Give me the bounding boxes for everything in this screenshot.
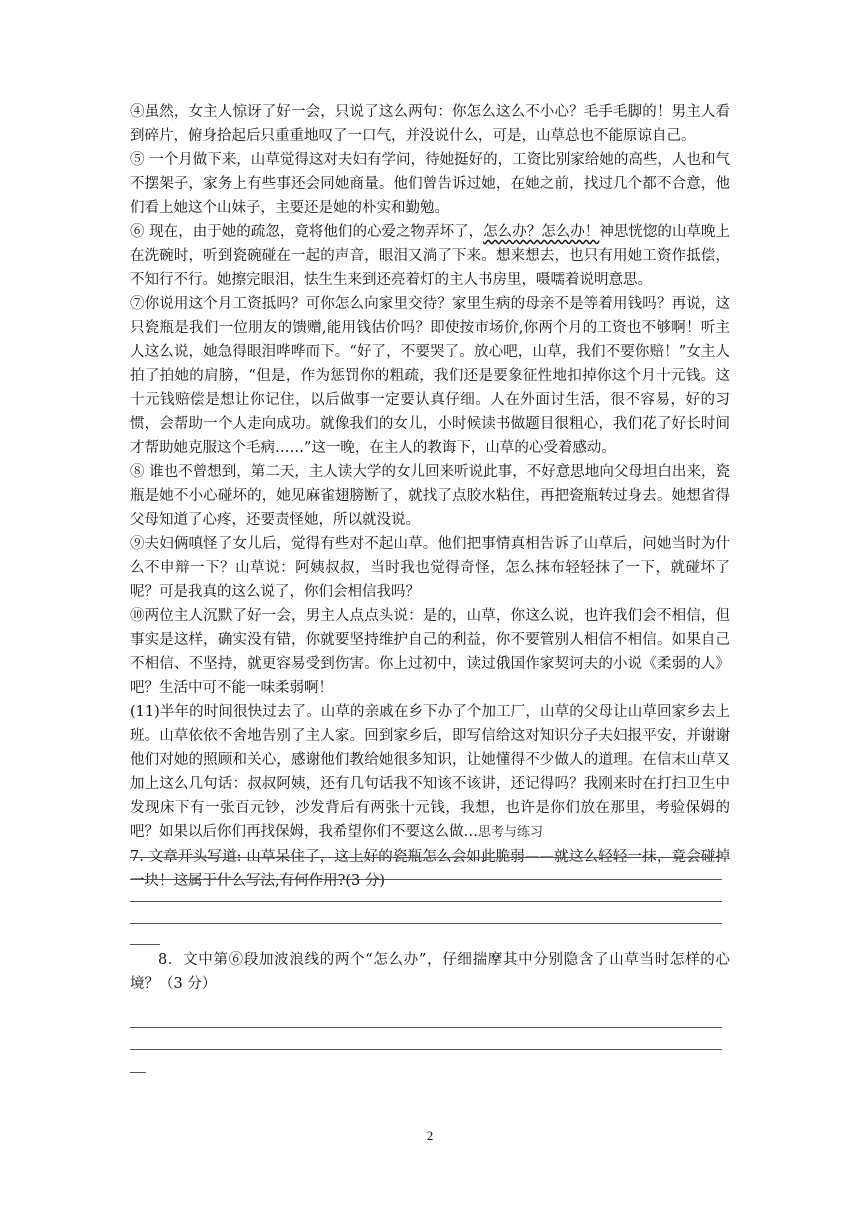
question-8: 8．文中第⑥段加波浪线的两个“怎么办”，仔细揣摩其中分别隐含了山草当时怎样的心境？（3 分） [130,952,730,992]
answer-line[interactable] [130,923,722,924]
question-7: 7. 文章开头写道: 山草呆住了，这上好的瓷瓶怎么会如此脆弱——就这么轻轻一抹，竟会碰掉一块！这属于什么写法,有何作用?(3 分) [130,849,730,889]
paragraph-5: ⑤ 一个月做下来，山草觉得这对夫妇有学问，待她挺好的，工资比别家给她的高些，人也和气不摆架子，家务上有些事还会同她商量。他们曾告诉过她，在她之前，找过几个都不合意，他们看上她这个山妹子，主要还是她的朴实和勤勉。 [130,152,730,216]
wavy-underlined-phrase: 怎么办？怎么办！ [483,224,600,240]
answer-line[interactable] [130,857,722,858]
article-body [130,100,730,893]
answer-line[interactable] [130,879,722,880]
question-block [130,948,730,996]
paragraph-8: ⑧ 谁也不曾想到，第二天，主人读大学的女儿回来听说此事，不好意思地向父母坦白出来，瓷瓶是她不小心碰坏的，她见麻雀翅膀断了，就找了点胶水粘住，再把瓷瓶转过身去。她想省得父母知道了心疼，还要责怪她，所以就没说。 [130,464,730,528]
paragraph-10: ⑩两位主人沉默了好一会，男主人点点头说：是的，山草，你这么说，也许我们会不相信，但事实是这样，确实没有错，你就要坚持维护自己的利益，你不要管别人相信不相信。如果自己不相信、不坚持，就更容易受到伤害。你上过初中，读过俄国作家契诃夫的小说《柔弱的人》吧？生活中可不能一味柔弱啊！ [130,608,730,696]
section-heading-exercises: 思考与练习 [478,825,544,840]
paragraph-11 [130,700,730,845]
paragraph-4: ④虽然，女主人惊讶了好一会，只说了这么两句：你怎么这么不小心？毛手毛脚的！男主人看到碎片，俯身拾起后只重重地叹了一口气，并没说什么，可是，山草总也不能原谅自己。 [130,104,730,144]
paragraph-6 [130,220,730,292]
paragraph-9: ⑨夫妇俩嗔怪了女儿后，觉得有些对不起山草。他们把事情真相告诉了山草后，问她当时为什么不申辩一下？山草说：阿姨叔叔，当时我也觉得奇怪，怎么抹布轻轻抹了一下，就碰坏了呢？可是我真的这么说了，你们会相信我吗？ [130,536,730,600]
page-number: 2 [426,1128,434,1143]
answer-line-stub [130,1072,146,1073]
answer-line[interactable] [130,901,722,902]
answer-line[interactable] [130,1027,722,1028]
answer-line-stub [130,944,160,945]
answer-line[interactable] [130,1049,722,1050]
paragraph-7: ⑦你说用这个月工资抵吗？可你怎么向家里交待？家里生病的母亲不是等着用钱吗？再说，这只瓷瓶是我们一位朋友的馈赠,能用钱估价吗？即使按市场价,你两个月的工资也不够啊！听主人这么说，她急得眼泪哗哗而下。“好了，不要哭了。放心吧，山草，我们不要你赔！”女主人拍了拍她的肩膀，“但是，作为惩罚你的粗疏，我们还是要象征性地扣掉你这个月十元钱。这十元钱赔偿是想让你记住，以后做事一定要认真仔细。人在外面讨生活，很不容易，好的习惯，会帮助一个人走向成功。就像我们的女儿，小时候读书做题目很粗心，我们花了好长时间才帮助她克服这个毛病……”这一晚，在主人的教诲下，山草的心受着感动。 [130,296,730,456]
paragraph-11-text: (11)半年的时间很快过去了。山草的亲戚在乡下办了个加工厂，山草的父母让山草回家乡去上班。山草依依不舍地告别了主人家。回到家乡后，即写信给这对知识分子夫妇报平安，并谢谢他们对她的照顾和关心，感谢他们教给她很多知识，让她懂得不少做人的道理。在信末山草又加上这么几句话：叔叔阿姨，还有几句话我不知该不该讲，还记得吗？我刚来时在打扫卫生中发现床下有一张百元钞，沙发背后有两张十元钱，我想，也许是你们放在那里，考验保姆的吧？如果以后你们再找保姆，我希望你们不要这么做… [130,704,730,840]
paragraph-6-end: 神思恍惚的山草晚上在洗碗时，听到瓷碗碰在一起的声音，眼泪又淌了下来。想来想去，也只有用她工资作抵偿，不知行不行。她擦完眼泪，怯生生来到还亮着灯的主人书房里，嗫嚅着说明意思。 [130,224,731,288]
paragraph-6-start: ⑥ 现在，由于她的疏忽，竟将他们的心爱之物弄坏了， [130,224,484,240]
